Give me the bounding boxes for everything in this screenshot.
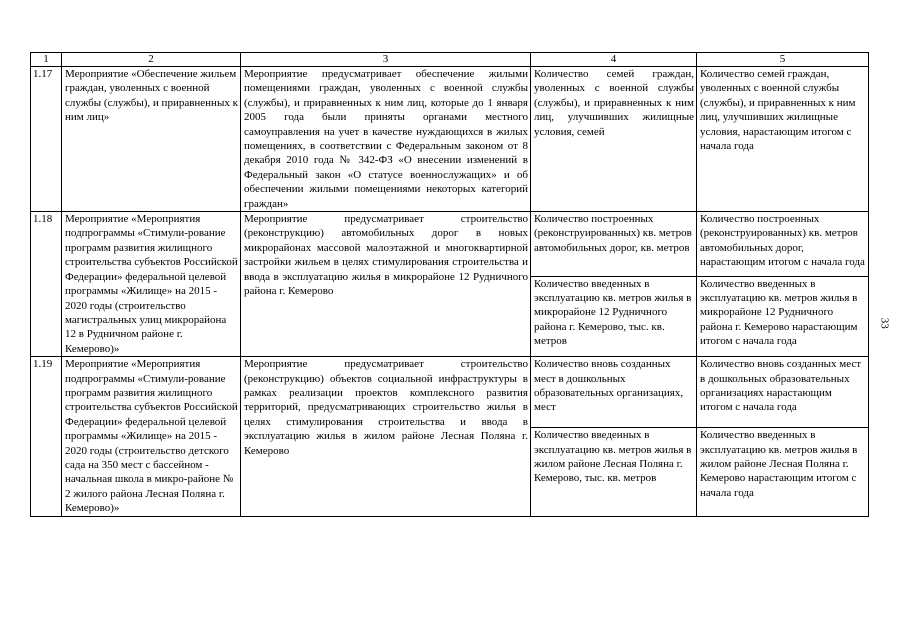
event-name-cell: Мероприятие «Мероприятия подпрограммы «Стимули-рование программ развития жилищного строительства субъектов Российской Федерации» федеральной целевой программы «Жилище» на 2015 - 2020 годы (строительство магистральных улиц микрорайона 12 в Рудничном районе г. Кемерово)» xyxy=(62,212,241,357)
table-header-row xyxy=(31,53,869,67)
event-description-cell: Мероприятие предусматривает строительство (реконструкцию) объектов социальной инфраструктуры в рамках реализации проектов комплексного развития территорий, предусматривающих строительство жилья в целях стимулирования строительства и ввода в эксплуатацию жилья в жилом районе Лесная Поляна г. Кемерово xyxy=(241,357,531,516)
indicator-name-cell: Количество введенных в эксплуатацию кв. метров жилья в микрорайоне 12 Рудничного района г. Кемерово, тыс. кв. метров xyxy=(531,276,697,356)
indicator-method-cell: Количество семей граждан, уволенных с военной службы (службы), и приравненных к ним лиц, улучшивших жилищные условия, нарастающим итогом с начала года xyxy=(697,67,869,212)
indicator-name-cell: Количество введенных в эксплуатацию кв. метров жилья в жилом районе Лесная Поляна г. Кемерово, тыс. кв. метров xyxy=(531,428,697,516)
header-cell: 5 xyxy=(697,53,869,67)
table-row xyxy=(31,357,869,428)
header-cell: 4 xyxy=(531,53,697,67)
indicator-method-cell: Количество вновь созданных мест в дошкольных образовательных организациях нарастающим итогом с начала года xyxy=(697,357,869,428)
page-number: 33 xyxy=(878,317,891,329)
row-number: 1.19 xyxy=(31,357,62,516)
table-row xyxy=(31,212,869,277)
event-name-cell: Мероприятие «Мероприятия подпрограммы «Стимули-рование программ развития жилищного строительства субъектов Российской Федерации» федеральной целевой программы «Жилище» на 2015 - 2020 годы (строительство детского сада на 350 мест с бассейном - начальная школа в микро-районе № 2 жилого района Лесная Поляна г. Кемерово)» xyxy=(62,357,241,516)
indicator-method-cell: Количество построенных (реконструированных) кв. метров автомобильных дорог, нарастающим итогом с начала года xyxy=(697,212,869,277)
event-description-cell: Мероприятие предусматривает обеспечение жилыми помещениями граждан, уволенных с военной службы (службы), и приравненных к ним лиц, которые до 1 января 2005 года были приняты органами местного самоуправления на учет в качестве нуждающихся в жилых помещениях, в соответствии с Федеральным законом от 8 декабря 2010 года № 342-ФЗ «О внесении изменений в Федеральный закон «О статусе военнослужащих» и об обеспечении жилыми помещениями некоторых категорий граждан» xyxy=(241,67,531,212)
header-cell: 3 xyxy=(241,53,531,67)
table-row xyxy=(31,67,869,212)
event-description-cell: Мероприятие предусматривает строительство (реконструкцию) автомобильных дорог в новых микрорайонах массовой малоэтажной и многоквартирной застройки жильем в целях стимулирования строительства и ввода в эксплуатацию жилья в микрорайоне 12 Рудничного района г. Кемерово xyxy=(241,212,531,357)
row-number: 1.17 xyxy=(31,67,62,212)
activities-table xyxy=(30,52,869,517)
indicator-name-cell: Количество построенных (реконструированных) кв. метров автомобильных дорог, кв. метров xyxy=(531,212,697,277)
header-cell: 2 xyxy=(62,53,241,67)
indicator-name-cell: Количество семей граждан, уволенных с военной службы (службы), и приравненных к ним лиц, улучшивших жилищные условия, семей xyxy=(531,67,697,212)
indicator-method-cell: Количество введенных в эксплуатацию кв. метров жилья в жилом районе Лесная Поляна г. Кемерово нарастающим итогом с начала года xyxy=(697,428,869,516)
event-name-cell: Мероприятие «Обеспечение жильем граждан, уволенных с военной службы (службы), и приравненных к ним лиц» xyxy=(62,67,241,212)
indicator-method-cell: Количество введенных в эксплуатацию кв. метров жилья в микрорайоне 12 Рудничного района г. Кемерово нарастающим итогом с начала года xyxy=(697,276,869,356)
indicator-name-cell: Количество вновь созданных мест в дошкольных образовательных организациях, мест xyxy=(531,357,697,428)
header-cell: 1 xyxy=(31,53,62,67)
row-number: 1.18 xyxy=(31,212,62,357)
